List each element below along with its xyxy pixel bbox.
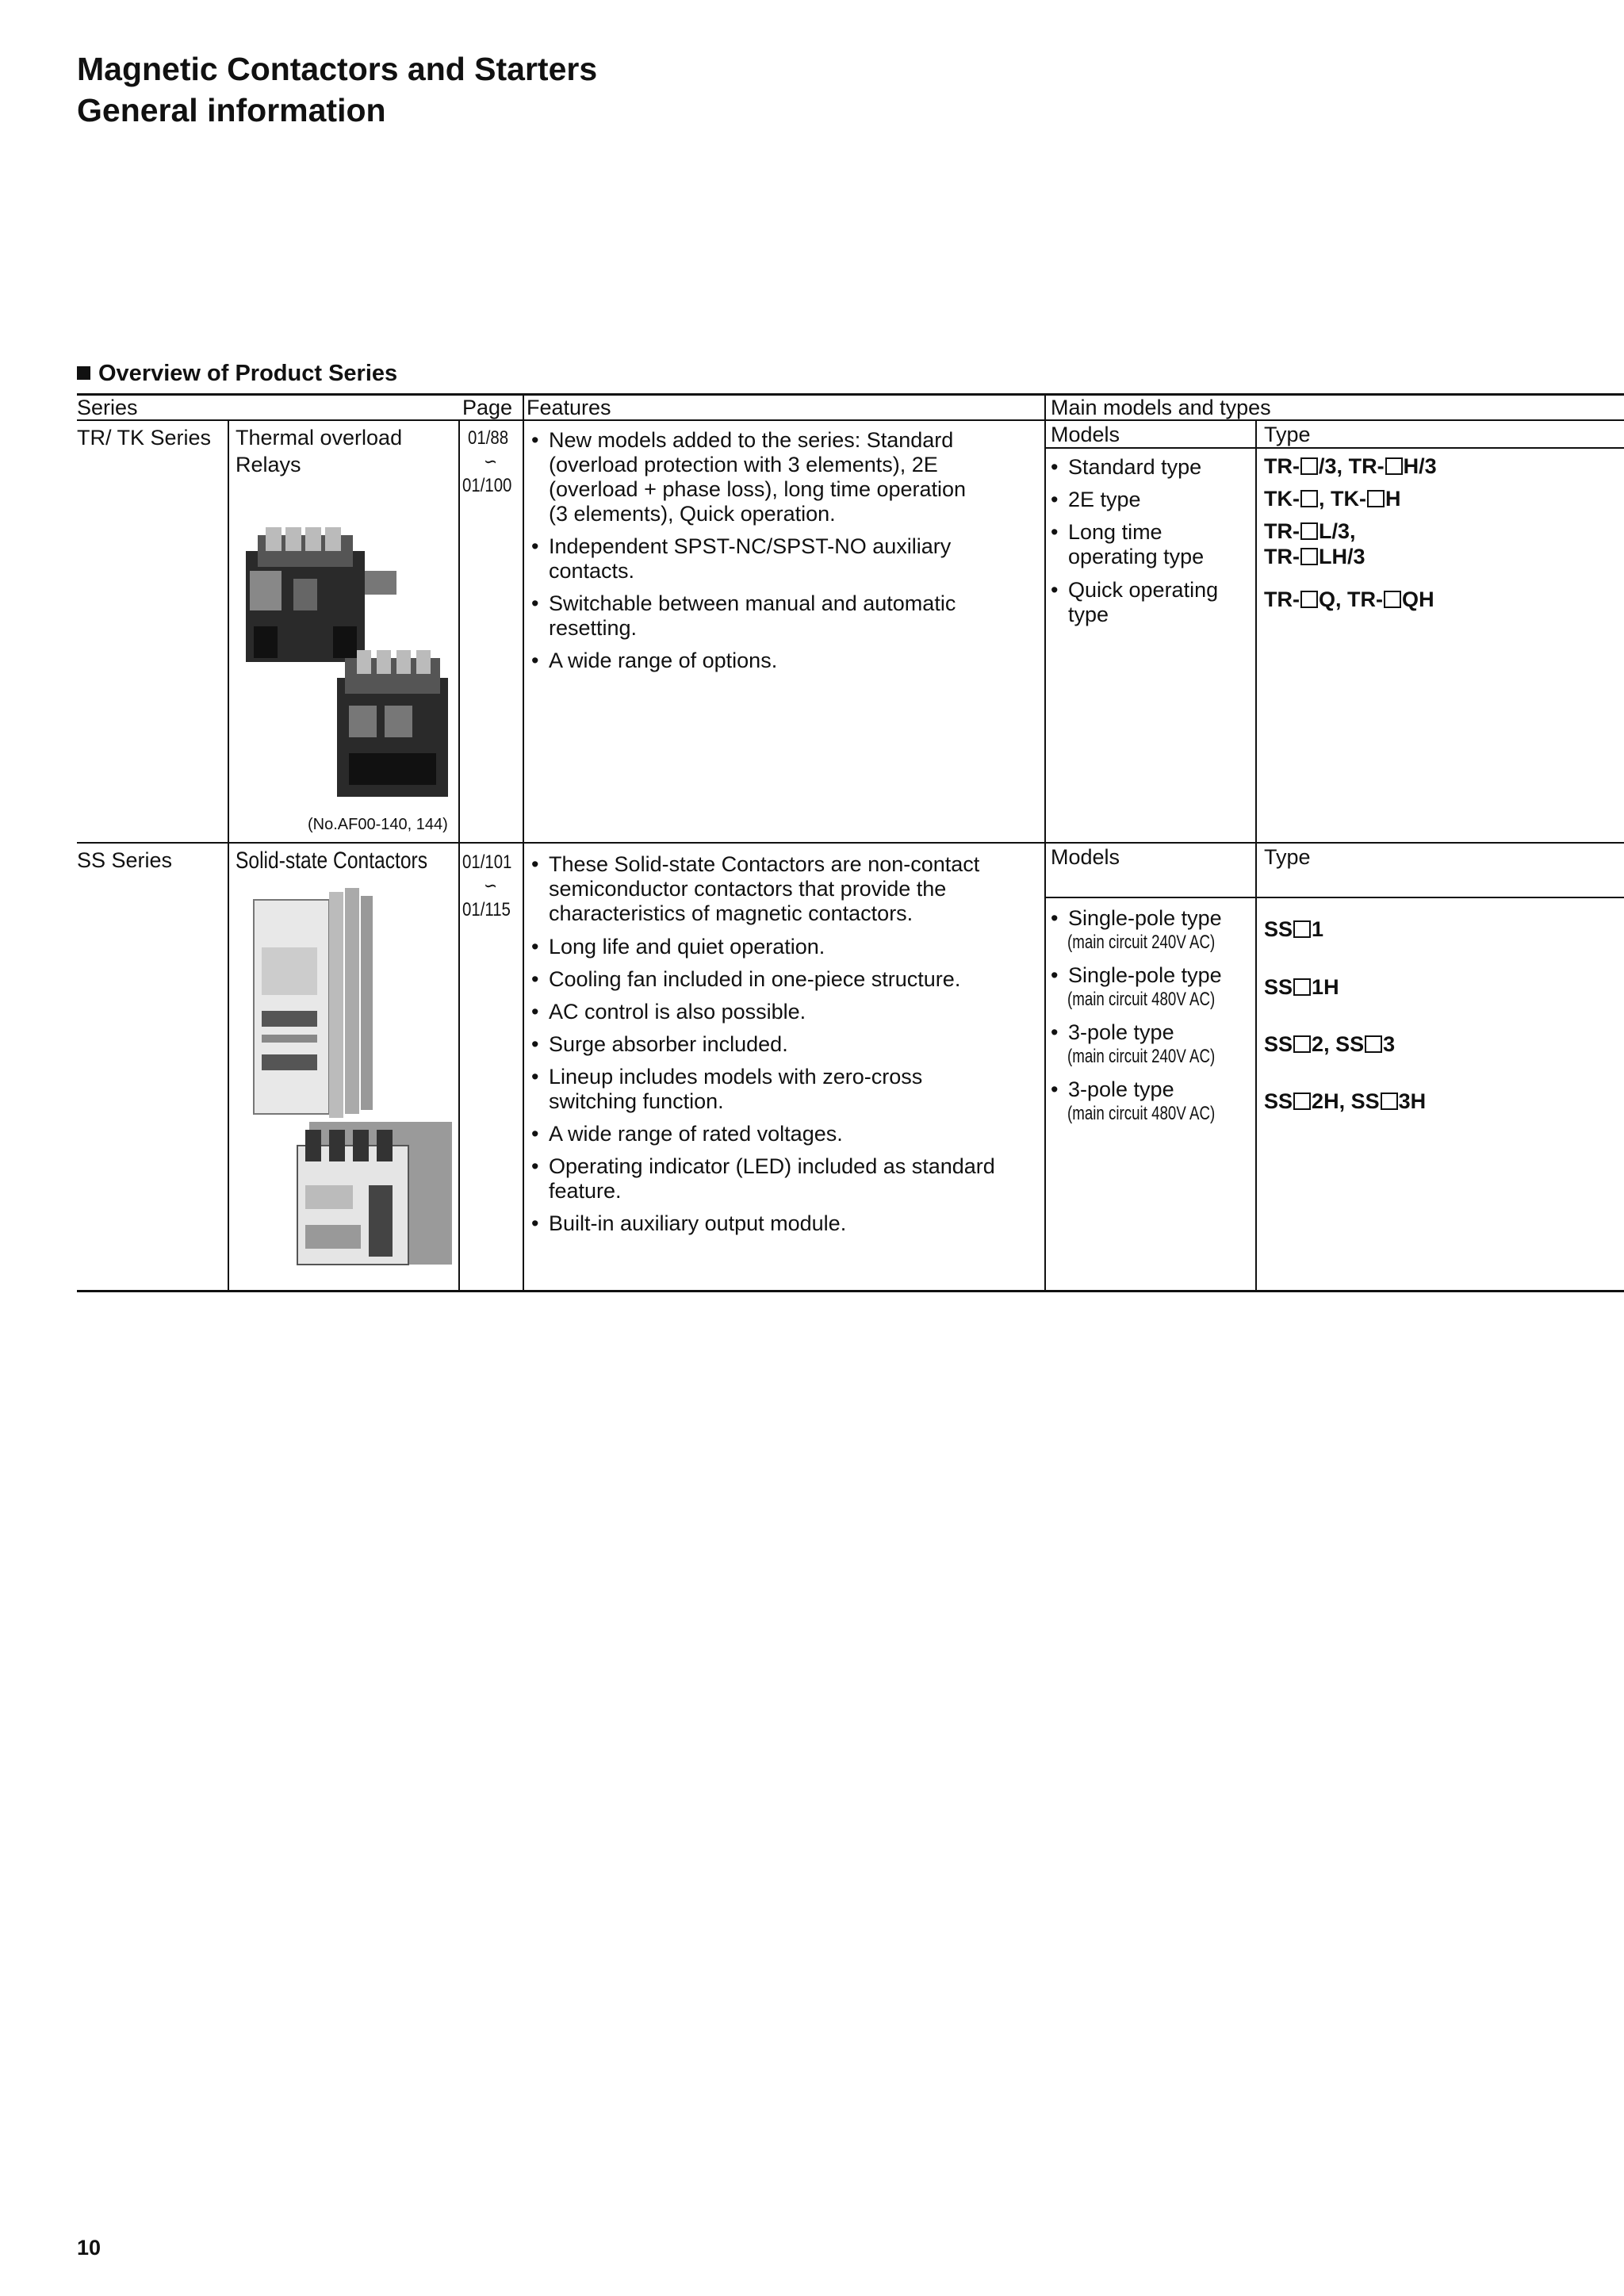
row2-type-header: Type [1264,845,1311,869]
row2-models-header: Models [1051,845,1120,869]
models-header-rule-2 [1044,897,1624,898]
row-divider [77,842,1624,844]
placeholder-box-icon [1381,1093,1398,1110]
placeholder-box-icon [1367,490,1385,507]
row2-product-line1: Solid-state Contactors [236,848,428,874]
row1-page-from: 01/88 [468,427,509,449]
placeholder-box-icon [1293,1093,1311,1110]
row1-type-header: Type [1264,423,1311,446]
page-number: 10 [77,2236,102,2260]
square-bullet-icon [77,366,90,380]
placeholder-box-icon [1385,457,1403,475]
col-rule-page-right [523,395,524,1291]
page-title: Magnetic Contactors and Starters [77,51,598,87]
header-features: Features [527,396,611,419]
row1-type: TR- LH/3 [1264,545,1365,568]
col-rule-models [1255,421,1257,1291]
row1-type: TR- L/3, [1264,519,1356,543]
row2-model-sub: (main circuit 480V AC) [1067,989,1216,1010]
row2-type: SS 1H [1264,975,1339,999]
row1-type: TK- , TK- H [1264,487,1401,511]
placeholder-box-icon [1300,457,1318,475]
placeholder-box-icon [1365,1035,1382,1053]
row2-type: SS 2H, SS 3H [1264,1089,1427,1113]
header-page: Page [462,396,513,419]
thermal-relay-photo [238,523,460,809]
row2-model-sub: (main circuit 480V AC) [1067,1103,1216,1124]
placeholder-box-icon [1300,490,1318,507]
section-heading [77,359,397,388]
row2-type: SS 2, SS 3 [1264,1032,1396,1056]
models-header-rule [1044,447,1624,449]
col-rule-product [228,421,229,1291]
row1-type: TR- Q, TR- QH [1264,587,1434,611]
row2-page-sep: ∽ [484,875,498,897]
table-bottom-rule [77,1290,1624,1292]
placeholder-box-icon [1300,591,1318,608]
section-heading-text: Overview of Product Series [98,361,398,386]
row1-page-sep: ∽ [484,451,498,473]
row1-series: TR/ TK Series [77,426,212,450]
row2-series: SS Series [77,848,173,872]
row2-model-sub: (main circuit 240V AC) [1067,1046,1216,1067]
solid-state-contactor-photo [250,884,456,1272]
header-bottom-rule [77,419,1624,421]
placeholder-box-icon [1293,978,1311,996]
row1-page-to: 01/100 [462,475,512,496]
placeholder-box-icon [1293,920,1311,938]
page-subtitle: General information [77,92,386,128]
row2-model-sub: (main circuit 240V AC) [1067,932,1216,953]
col-rule-features [1044,395,1046,1291]
row2-page-to: 01/115 [462,899,511,920]
row1-product-line2: Relays [236,453,301,476]
row1-photo-caption: (No.AF00-140, 144) [308,816,448,833]
row1-models-header: Models [1051,423,1120,446]
header-series: Series [77,396,138,419]
row2-page-from: 01/101 [462,851,512,873]
header-main-models: Main models and types [1051,396,1271,419]
row2-type: SS 1 [1264,917,1324,941]
placeholder-box-icon [1293,1035,1311,1053]
placeholder-box-icon [1300,522,1318,540]
placeholder-box-icon [1384,591,1401,608]
row1-type: TR- /3, TR- H/3 [1264,454,1437,478]
row1-product-line1: Thermal overload [236,426,403,450]
table-top-rule [77,393,1624,396]
placeholder-box-icon [1300,548,1318,565]
